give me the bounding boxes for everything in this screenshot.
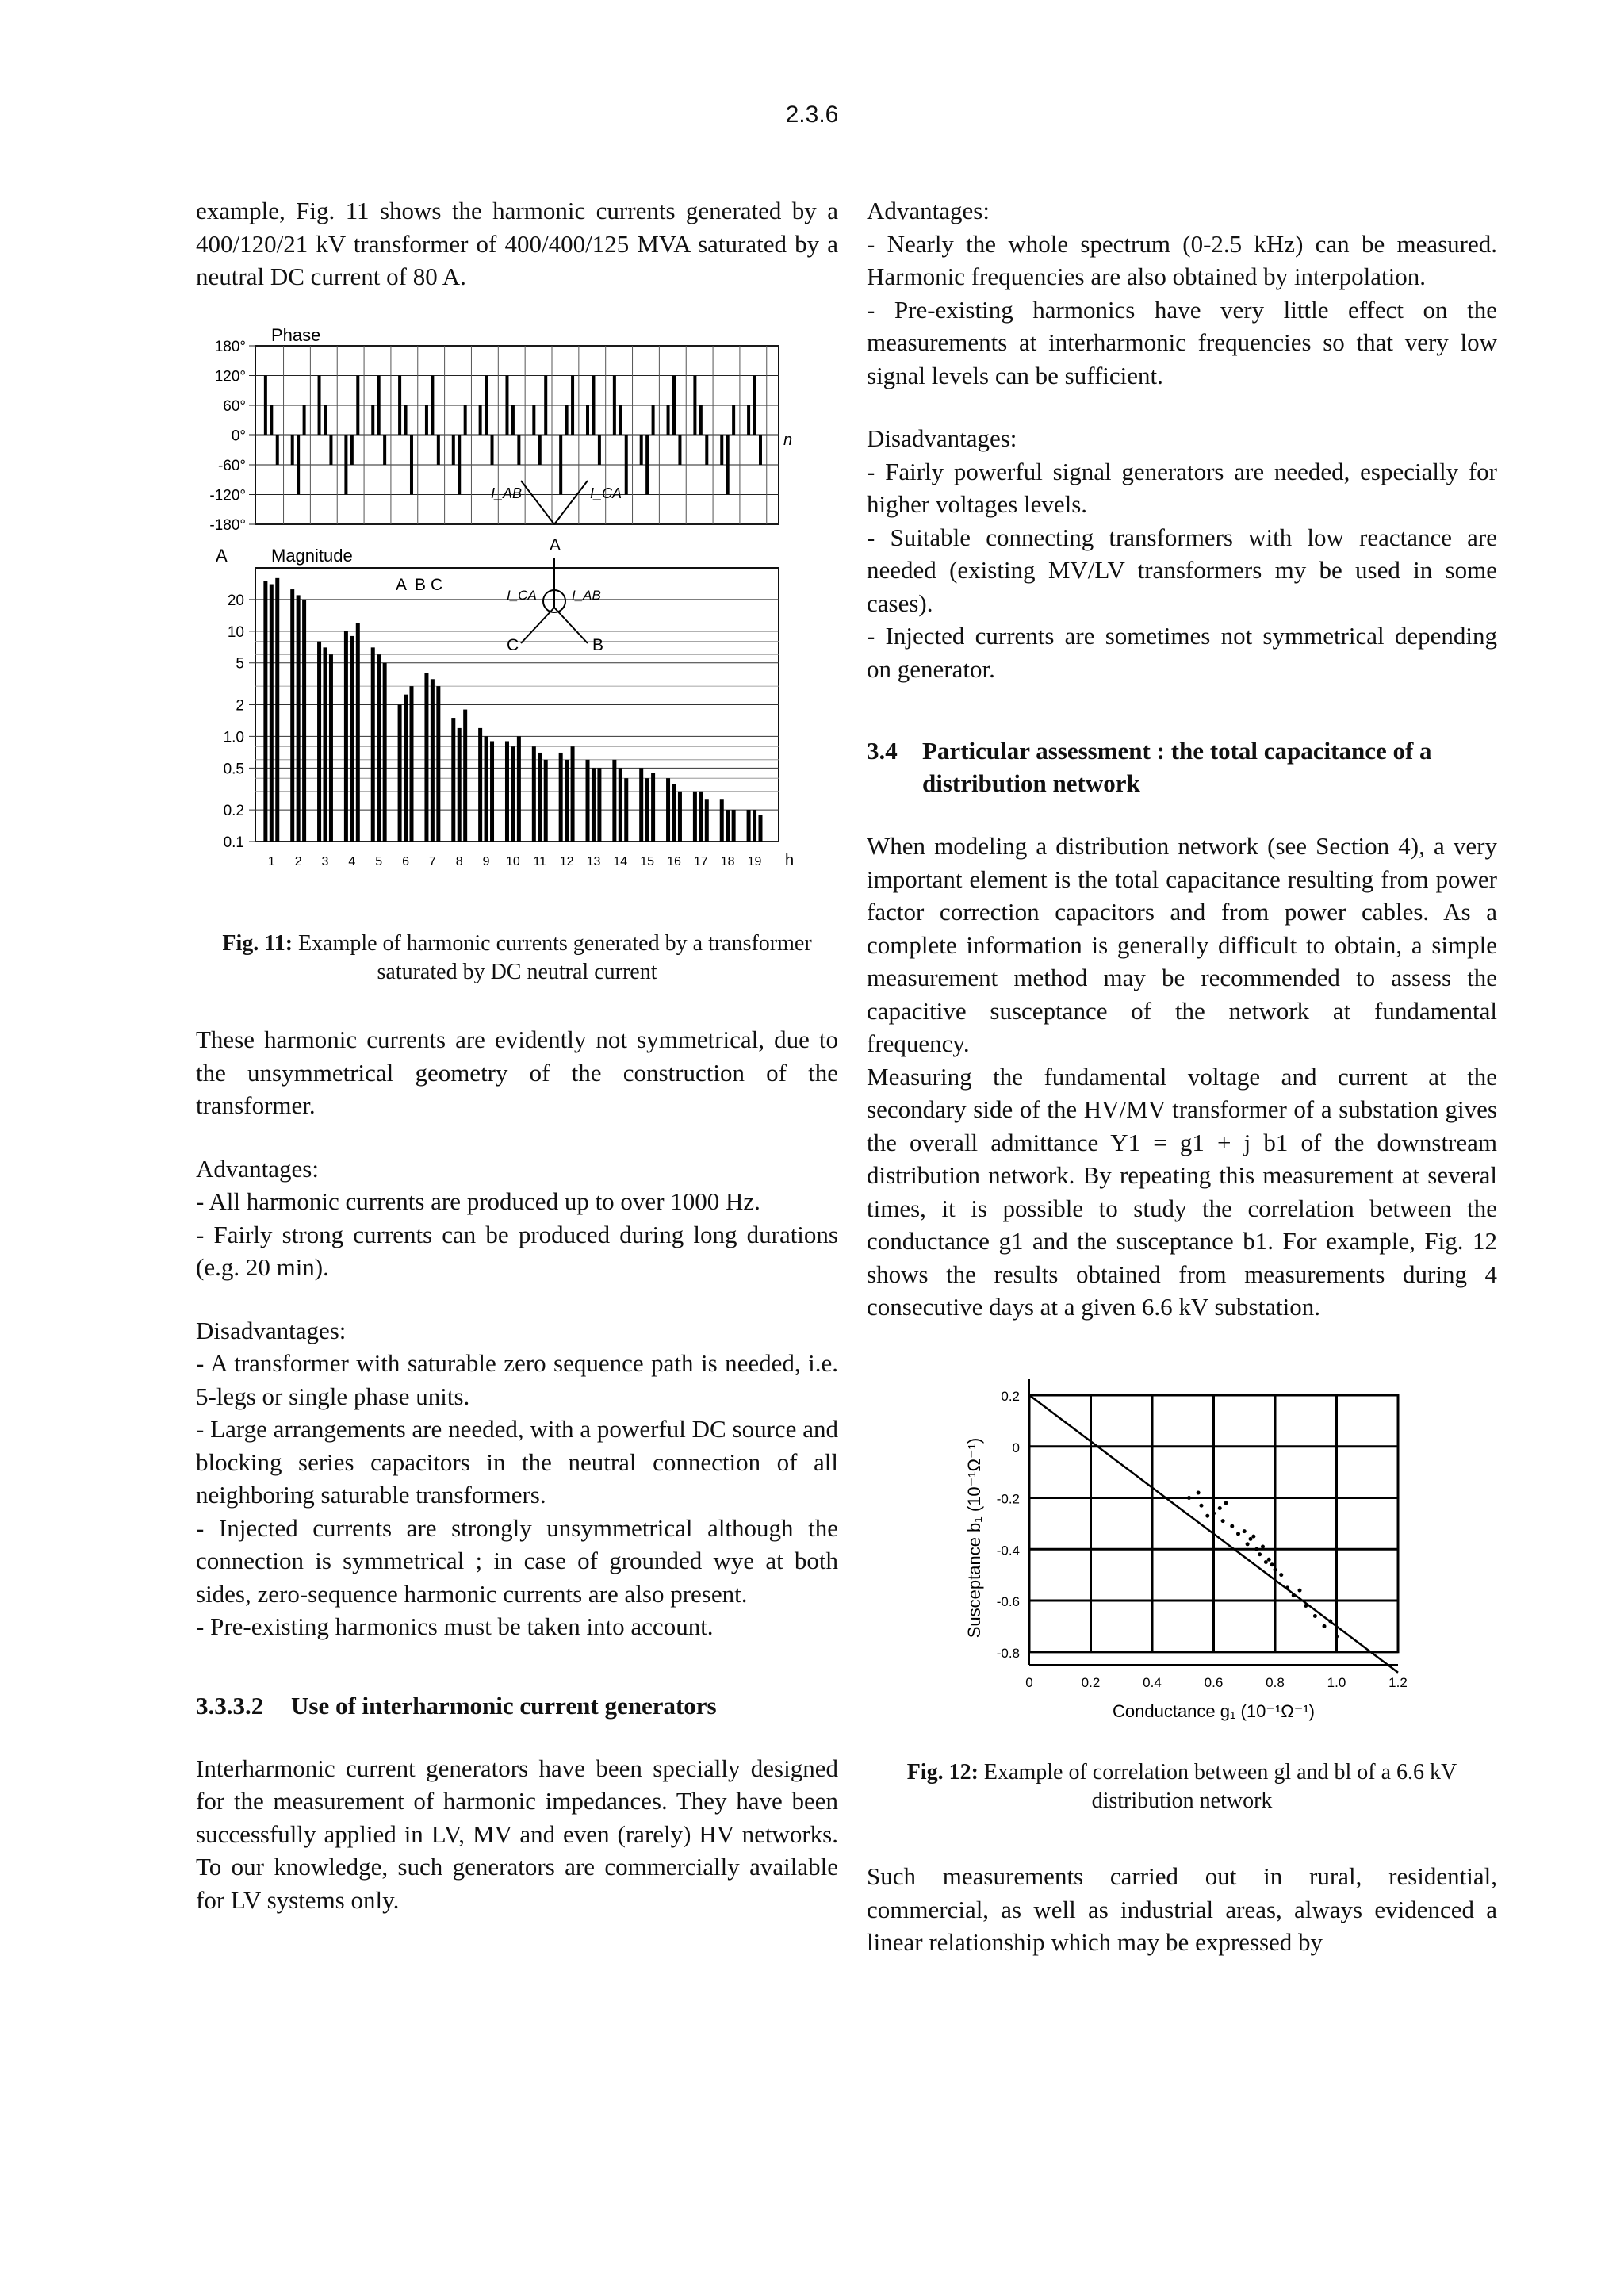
magnitude-bar-B bbox=[270, 584, 274, 841]
label-ica-top: I_CA bbox=[590, 485, 622, 501]
fig11-caption bbox=[196, 930, 838, 987]
phase-tick-label: -120° bbox=[209, 487, 246, 504]
magnitude-bar-A bbox=[478, 727, 482, 841]
fig12-point bbox=[1267, 1557, 1271, 1561]
left-disadvantages-heading: Disadvantages: bbox=[196, 1316, 347, 1344]
left-column bbox=[196, 194, 838, 1916]
magnitude-bar-C bbox=[436, 686, 440, 842]
magnitude-bar-C bbox=[597, 768, 601, 842]
x-tick-label: 4 bbox=[348, 854, 356, 868]
label-abc: B bbox=[415, 575, 427, 594]
magnitude-tick-label: 1.0 bbox=[223, 728, 244, 746]
fig12-point bbox=[1313, 1613, 1317, 1617]
magnitude-bar-A bbox=[290, 589, 294, 842]
right-disadvantage-item: - Injected currents are sometimes not symmetrical depending on generator. bbox=[867, 622, 1497, 683]
magnitude-label: Magnitude bbox=[271, 545, 353, 566]
magnitude-bar-C bbox=[329, 654, 333, 842]
x-tick-label: 12 bbox=[559, 854, 574, 868]
fig12-point bbox=[1335, 1634, 1339, 1638]
fig12-point bbox=[1274, 1567, 1277, 1571]
conductance-symbol: g1 bbox=[998, 1227, 1024, 1255]
magnitude-bar-A bbox=[612, 759, 616, 841]
x-tick-label: 3 bbox=[321, 854, 329, 868]
left-advantage-item: - Fairly strong currents can be produced during long durations (e.g. 20 min). bbox=[196, 1220, 838, 1281]
figure-11 bbox=[196, 322, 838, 987]
left-disadvantage-item: - Large arrangements are needed, with a powerful DC source and blocking series capacitors in the neutral connection of all neighboring saturable transformers. bbox=[196, 1415, 838, 1509]
fig12-point bbox=[1298, 1588, 1302, 1592]
magnitude-bar-B bbox=[511, 746, 515, 842]
phase-tick-label: -60° bbox=[217, 457, 246, 474]
phase-label: Phase bbox=[271, 324, 321, 345]
x-tick-label: 1 bbox=[267, 854, 275, 868]
fig12-y-tick: -0.2 bbox=[996, 1491, 1020, 1507]
right-advantage-item: - Pre-existing harmonics have very little effect on the measurements at interharmonic frequencies so that very low signal levels can be sufficient. bbox=[867, 295, 1497, 389]
p2-part-b: of the downstream distribution network. By repeating this measurement at several times, it is possible to study the correlation between the conductance bbox=[867, 1128, 1498, 1255]
x-tick-label: 17 bbox=[693, 854, 708, 868]
fig12-point bbox=[1246, 1542, 1250, 1546]
label-iab-bottom: I_AB bbox=[572, 587, 601, 603]
x-tick-label: 9 bbox=[482, 854, 490, 868]
right-advantages-heading: Advantages: bbox=[867, 197, 990, 224]
left-paragraph-1: These harmonic currents are evidently not symmetrical, due to the unsymmetrical geometry of the construction of the transformer. bbox=[196, 1026, 838, 1119]
magnitude-bar-A bbox=[451, 718, 455, 842]
magnitude-bar-C bbox=[275, 577, 279, 841]
p2-part-d: . For example, Fig. 12 shows the results obtained from measurements during 4 consecutive days at a given 6.6 kV substation. bbox=[867, 1227, 1497, 1321]
magnitude-bar-B bbox=[485, 736, 488, 842]
fig12-point bbox=[1218, 1505, 1222, 1509]
x-tick-label: 16 bbox=[667, 854, 681, 868]
fig12-point bbox=[1285, 1585, 1289, 1589]
magnitude-bar-C bbox=[651, 773, 655, 842]
right-column bbox=[867, 194, 1497, 1959]
magnitude-bar-B bbox=[538, 752, 542, 841]
phase-tick-label: 120° bbox=[214, 368, 246, 385]
page-number: 2.3.6 bbox=[785, 102, 839, 128]
x-tick-label: 14 bbox=[613, 854, 628, 868]
magnitude-bar-C bbox=[490, 741, 494, 842]
magnitude-tick-label: 20 bbox=[227, 592, 244, 609]
fig12-caption-label: Fig. 12: bbox=[906, 1760, 979, 1785]
fig12-y-tick: -0.8 bbox=[996, 1645, 1020, 1661]
x-tick-label: 11 bbox=[533, 854, 547, 868]
magnitude-bar-A bbox=[398, 704, 402, 842]
magnitude-bar-C bbox=[678, 791, 682, 841]
admittance-formula: Y1 = g1 + j b1 bbox=[1110, 1128, 1289, 1156]
magnitude-tick-label: 5 bbox=[236, 655, 244, 673]
magnitude-bar-C bbox=[409, 686, 413, 842]
left-disadvantage-item: - Pre-existing harmonics must be taken into account. bbox=[196, 1612, 714, 1640]
fig12-point bbox=[1205, 1513, 1209, 1517]
label-b: B bbox=[592, 635, 604, 654]
section-title: Use of interharmonic current generators bbox=[291, 1691, 717, 1720]
magnitude-bar-A bbox=[263, 581, 267, 841]
label-abc: A bbox=[396, 575, 408, 594]
fig11-caption-label: Fig. 11: bbox=[222, 931, 293, 956]
phase-tick-label: -180° bbox=[209, 516, 246, 534]
section-heading-3332 bbox=[196, 1689, 838, 1722]
right-disadvantage-item: - Fairly powerful signal generators are needed, especially for higher voltages levels. bbox=[867, 457, 1497, 518]
magnitude-bar-B bbox=[297, 595, 301, 842]
fig12-x-tick: 0.8 bbox=[1266, 1674, 1285, 1690]
label-iab: I_AB bbox=[491, 485, 523, 501]
magnitude-bar-A bbox=[747, 810, 751, 842]
magnitude-tick-label: 0.5 bbox=[223, 760, 244, 777]
fig12-point bbox=[1243, 1529, 1247, 1533]
fig12-y-tick: 0 bbox=[1012, 1440, 1020, 1455]
fig12-point bbox=[1264, 1559, 1268, 1563]
magnitude-bar-C bbox=[544, 759, 548, 841]
magnitude-bar-B bbox=[458, 727, 462, 841]
magnitude-bar-A bbox=[720, 799, 724, 842]
fig12-point bbox=[1261, 1544, 1265, 1548]
fig12-point bbox=[1197, 1490, 1201, 1494]
magnitude-bar-B bbox=[324, 647, 327, 842]
magnitude-bar-B bbox=[377, 654, 381, 842]
left-advantage-item: - All harmonic currents are produced up to over 1000 Hz. bbox=[196, 1187, 760, 1215]
x-tick-label: 18 bbox=[720, 854, 735, 868]
fig11-caption-text: Example of harmonic currents generated by a transformer saturated by DC neutral current bbox=[298, 931, 812, 984]
x-tick-label: 7 bbox=[428, 854, 436, 868]
fig12-point bbox=[1221, 1519, 1225, 1523]
fig12-x-tick: 0.4 bbox=[1143, 1674, 1162, 1690]
fig12-point bbox=[1258, 1552, 1262, 1556]
x-tick-label: 10 bbox=[506, 854, 520, 868]
label-ica: I_CA bbox=[507, 587, 537, 603]
phasor-line bbox=[521, 608, 554, 643]
phasor-line bbox=[521, 481, 554, 524]
intro-paragraph: example, Fig. 11 shows the harmonic currents generated by a 400/120/21 kV transformer of 400/400/125 MVA saturated by a neutral DC current of 80 A. bbox=[196, 197, 838, 290]
x-tick-label: 5 bbox=[375, 854, 383, 868]
magnitude-bar-B bbox=[699, 791, 703, 841]
magnitude-bar-C bbox=[758, 815, 762, 842]
fig12-point bbox=[1323, 1624, 1327, 1628]
magnitude-bar-A bbox=[586, 759, 590, 841]
magnitude-bar-C bbox=[705, 799, 709, 842]
magnitude-bar-B bbox=[753, 810, 756, 842]
magnitude-bar-A bbox=[693, 791, 697, 841]
fig12-point bbox=[1279, 1573, 1283, 1577]
fig12-point bbox=[1230, 1524, 1234, 1528]
fig12-caption bbox=[867, 1758, 1497, 1815]
magnitude-tick-label: 0.1 bbox=[223, 834, 244, 851]
figure-12 bbox=[867, 1371, 1497, 1816]
magnitude-bar-C bbox=[571, 746, 575, 842]
magnitude-bar-A bbox=[344, 631, 348, 841]
magnitude-bar-C bbox=[624, 778, 628, 842]
phase-tick-label: 0° bbox=[231, 428, 246, 444]
x-tick-label: 15 bbox=[640, 854, 655, 868]
magnitude-bar-B bbox=[619, 768, 622, 842]
section-heading-34 bbox=[867, 734, 1497, 799]
fig12-y-tick: -0.4 bbox=[996, 1542, 1020, 1558]
magnitude-bar-A bbox=[505, 741, 509, 842]
phase-end-symbol: n bbox=[783, 431, 793, 449]
magnitude-bar-B bbox=[592, 768, 596, 842]
fig12-xlabel: Conductance g₁ (10⁻¹Ω⁻¹) bbox=[1113, 1700, 1315, 1721]
right-disadvantages-heading: Disadvantages: bbox=[867, 424, 1017, 452]
magnitude-bar-A bbox=[666, 778, 670, 842]
fig12-y-tick: -0.6 bbox=[996, 1593, 1020, 1609]
fig12-point bbox=[1304, 1604, 1308, 1608]
fig12-point bbox=[1249, 1536, 1253, 1540]
section-number: 3.4 bbox=[867, 737, 898, 765]
magnitude-tick-label: 2 bbox=[236, 697, 244, 714]
fig12-x-tick: 1.2 bbox=[1388, 1674, 1408, 1690]
left-advantages-heading: Advantages: bbox=[196, 1154, 319, 1183]
phase-tick-label: 60° bbox=[223, 397, 246, 415]
fig12-x-tick: 0 bbox=[1025, 1674, 1033, 1690]
fig12-caption-text: Example of correlation between gl and bl of a 6.6 kV distribution network bbox=[983, 1760, 1457, 1813]
label-c: C bbox=[507, 635, 519, 654]
section-number: 3.3.3.2 bbox=[196, 1691, 264, 1720]
right-advantage-item: - Nearly the whole spectrum (0-2.5 kHz) can be measured. Harmonic frequencies are also obtained by interpolation. bbox=[867, 229, 1497, 290]
magnitude-bar-B bbox=[565, 759, 569, 841]
fig12-point bbox=[1212, 1511, 1216, 1515]
left-disadvantage-item: - A transformer with saturable zero sequence path is needed, i.e. 5-legs or single phase units. bbox=[196, 1349, 838, 1410]
magnitude-bar-C bbox=[302, 599, 306, 841]
magnitude-bar-B bbox=[645, 778, 649, 842]
magnitude-bar-B bbox=[726, 810, 730, 842]
phasor-line bbox=[554, 608, 588, 643]
fig12-point bbox=[1251, 1534, 1255, 1538]
fig11-chart bbox=[196, 322, 838, 893]
x-tick-label: 19 bbox=[747, 854, 762, 868]
magnitude-bar-A bbox=[559, 752, 563, 841]
fig12-ylabel: Susceptance b₁ (10⁻¹Ω⁻¹) bbox=[964, 1437, 984, 1638]
magnitude-bar-B bbox=[672, 784, 676, 841]
magnitude-bar-A bbox=[532, 746, 536, 842]
section-title: Particular assessment : the total capacitance of a distribution network bbox=[922, 737, 1432, 797]
right-paragraph-1: When modeling a distribution network (see Section 4), a very important element is the total capacitance resulting from power factor correction capacitors and from power cables. As a complete information is generally difficult to obtain, a simple measurement method may be recommended to assess the capacitive susceptance of the network at fundamental frequency. bbox=[867, 832, 1497, 1057]
magnitude-bar-C bbox=[517, 736, 521, 842]
magnitude-bar-C bbox=[463, 709, 467, 841]
fig12-point bbox=[1224, 1501, 1228, 1505]
fig12-point bbox=[1236, 1532, 1240, 1536]
magnitude-bar-C bbox=[383, 662, 387, 841]
fig12-x-tick: 0.6 bbox=[1204, 1674, 1224, 1690]
magnitude-bar-A bbox=[317, 641, 321, 841]
x-tick-label: 8 bbox=[455, 854, 463, 868]
susceptance-symbol: b1 bbox=[1243, 1227, 1268, 1255]
fig12-point bbox=[1254, 1547, 1258, 1551]
x-tick-label: 13 bbox=[586, 854, 601, 868]
fig12-point bbox=[1200, 1503, 1204, 1507]
magnitude-bar-C bbox=[732, 810, 736, 842]
magnitude-tick-label: 0.2 bbox=[223, 802, 244, 819]
right-paragraph-2 bbox=[867, 1060, 1497, 1324]
fig12-chart bbox=[867, 1371, 1497, 1744]
right-disadvantage-item: - Suitable connecting transformers with low reactance are needed (existing MV/LV transformers my be used in some cases). bbox=[867, 523, 1497, 617]
magnitude-bar-A bbox=[424, 673, 428, 841]
magnitude-bar-A bbox=[639, 768, 643, 842]
fig12-point bbox=[1292, 1593, 1296, 1597]
fig12-point bbox=[1187, 1496, 1191, 1500]
fig12-y-tick: 0.2 bbox=[1001, 1388, 1020, 1404]
left-disadvantage-item: - Injected currents are strongly unsymmetrical although the connection is symmetrical ; in case of grounded wye at both sides, zero-sequence harmonic currents are also present. bbox=[196, 1513, 838, 1608]
right-paragraph-3: Such measurements carried out in rural, residential, commercial, as well as industrial areas, always evidenced a linear relationship which may be expressed by bbox=[867, 1862, 1497, 1956]
label-abc: C bbox=[431, 575, 443, 594]
magnitude-bar-B bbox=[350, 635, 354, 841]
p2-part-c: and the susceptance bbox=[1023, 1227, 1243, 1255]
p2-part-a: Measuring the fundamental voltage and current at the secondary side of the HV/MV transformer of a substation gives the overall admittance bbox=[867, 1062, 1497, 1156]
x-unit: h bbox=[785, 851, 795, 869]
magnitude-bar-B bbox=[404, 694, 408, 841]
fig12-x-tick: 0.2 bbox=[1081, 1674, 1101, 1690]
phase-tick-label: 180° bbox=[214, 338, 246, 355]
x-tick-label: 2 bbox=[294, 854, 302, 868]
label-a: A bbox=[550, 535, 561, 554]
left-paragraph-2: Interharmonic current generators have been specially designed for the measurement of harmonic impedances. They have been successfully applied in LV, MV and even (rarely) HV networks. To our knowledge, such generators are commercially available for LV systems only. bbox=[196, 1754, 838, 1914]
magnitude-bar-B bbox=[431, 679, 435, 842]
magnitude-bar-C bbox=[356, 623, 360, 842]
magnitude-axis-symbol: A bbox=[216, 545, 228, 566]
fig12-x-tick: 1.0 bbox=[1327, 1674, 1346, 1690]
fig12-point bbox=[1270, 1562, 1274, 1566]
x-tick-label: 6 bbox=[402, 854, 409, 868]
magnitude-tick-label: 10 bbox=[227, 623, 244, 641]
fig12-point bbox=[1328, 1619, 1332, 1623]
magnitude-bar-A bbox=[371, 647, 375, 842]
